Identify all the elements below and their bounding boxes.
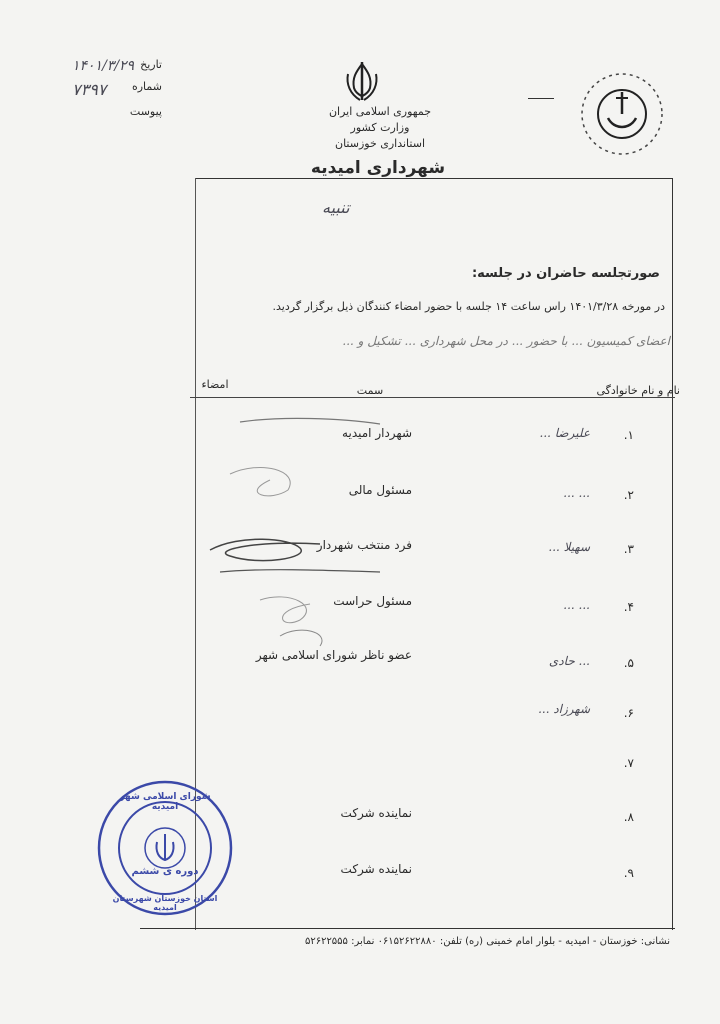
- republic-text: جمهوری اسلامی ایران: [328, 105, 432, 118]
- row-number: ۶.: [623, 706, 634, 720]
- member-position: شهردار امیدیه: [342, 426, 412, 440]
- member-position: مسئول مالی: [348, 483, 412, 497]
- member-position: نماینده شرکت: [340, 862, 412, 876]
- row-number: ۸.: [623, 810, 634, 824]
- row-number: ۵.: [623, 656, 634, 670]
- handwritten-body: اعضای کمیسیون ... با حضور ... در محل شهرداری ... تشکیل و ...: [342, 334, 670, 348]
- row-number: ۲.: [623, 488, 634, 502]
- frame-right: [672, 178, 673, 930]
- row-number: ۷.: [623, 756, 634, 770]
- col-position-header: سمت: [356, 384, 384, 397]
- col-signature-header: امضاء: [201, 378, 229, 391]
- member-name: ... حادی: [548, 654, 590, 668]
- col-name-header: نام و نام خانوادگی: [596, 384, 680, 397]
- number-label: شماره: [131, 80, 162, 93]
- member-position: نماینده شرکت: [340, 806, 412, 820]
- member-name: ... ...: [563, 598, 590, 612]
- municipality-logo-icon: [570, 62, 674, 166]
- meeting-title: صورتجلسه حاضران در جلسه:: [471, 266, 660, 281]
- member-name: علیرضا ...: [539, 426, 590, 440]
- iran-emblem-icon: [342, 60, 382, 104]
- row-number: ۹.: [623, 866, 634, 880]
- stamp-outer-text: شورای اسلامی شهر امیدیه: [119, 792, 211, 812]
- ministry-text: وزارت کشور: [350, 121, 410, 134]
- member-name: ... ...: [563, 486, 590, 500]
- date-label: تاریخ: [140, 58, 162, 71]
- municipality-title: شهرداری امیدیه: [310, 158, 446, 178]
- member-position: مسئول حراست: [333, 594, 412, 608]
- intro-line: در مورخه ۱۴۰۱/۳/۲۸ راس ساعت ۱۴ جلسه با حضور امضاء کنندگان ذیل برگزار گردید.: [272, 300, 665, 313]
- footer-address: نشانی: خوزستان - امیدیه - بلوار امام خمینی (ره) تلفن: ۰۶۱۵۲۶۲۲۸۸۰ نمابر: ۵۲۶۲۲۵۵۵: [304, 936, 670, 947]
- footer-line: [140, 928, 675, 929]
- member-position: عضو ناظر شورای اسلامی شهر: [255, 648, 412, 662]
- header-text: [300, 104, 460, 152]
- row-number: ۳.: [623, 542, 634, 556]
- attachment-label: پیوست: [129, 105, 162, 118]
- member-name: سهیلا ...: [548, 540, 590, 554]
- header-rule: [190, 397, 675, 398]
- date-value: ۱۴۰۱/۳/۲۹: [72, 58, 135, 74]
- number-value: ۷۳۹۷: [72, 80, 107, 99]
- member-position: فرد منتخب شهردار: [316, 538, 412, 552]
- stamp-bottom-text: استان خوزستان شهرستان امیدیه: [112, 894, 218, 912]
- frame-top: [195, 178, 673, 179]
- date-block: [72, 58, 162, 118]
- signature-scribbles: [200, 410, 400, 690]
- province-text: استانداری خوزستان: [334, 137, 425, 150]
- stamp-inner-text: دوره ی ششم: [131, 866, 199, 877]
- row-number: ۱.: [623, 428, 634, 442]
- logo-dash: [528, 98, 554, 99]
- handwritten-note: تنبیه: [322, 198, 350, 217]
- row-number: ۴.: [623, 600, 634, 614]
- member-name: شهرزاد ...: [538, 702, 590, 716]
